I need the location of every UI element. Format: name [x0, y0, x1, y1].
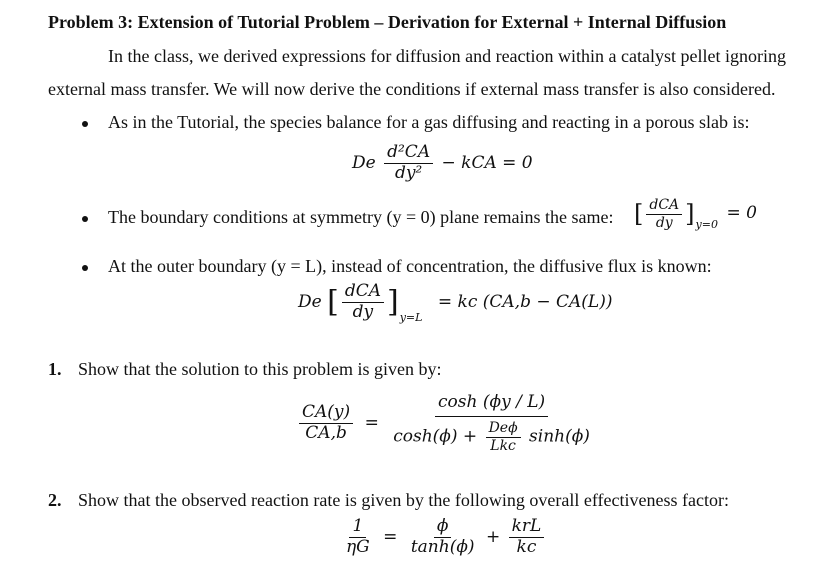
effectiveness-equation — [340, 518, 547, 557]
sol-rhs — [390, 394, 593, 453]
eff-t2-num: krL — [509, 518, 545, 538]
solution-equation — [296, 394, 596, 453]
question-1-text: Show that the solution to this problem is given by: — [78, 359, 442, 379]
sol-lhs-den: CA,b — [305, 423, 347, 444]
sol-rhs-den-b: sinh(ϕ) — [529, 426, 590, 447]
eq-rest: − kCA = 0 — [441, 152, 533, 173]
bc1-num: dCA — [646, 198, 682, 215]
eff-lhs-den: ηG — [346, 536, 370, 557]
eff-t1-num: ϕ — [434, 518, 452, 538]
bullet-dot — [82, 216, 88, 222]
sol-inner-num: Deϕ — [486, 421, 521, 438]
eff-t2-den: kc — [516, 536, 537, 557]
sol-lhs-num: CA(y) — [299, 404, 353, 424]
bullet-text-1: As in the Tutorial, the species balance for a gas diffusing and reacting in a porous slab is: — [108, 112, 750, 132]
eff-plus: + — [485, 526, 501, 547]
bc-symmetry-equation: [ dCA dy ]$_{y=0} = 0$ — [634, 197, 757, 232]
bc1-rest: = 0 — [726, 203, 757, 224]
eff-t1-den: tanh(ϕ) — [410, 536, 475, 557]
intro-line-2: external mass transfer. We will now derive the conditions if external mass transfer is also considered. — [48, 79, 776, 99]
bc2-rest: = kc (CA,b − CA(L)) — [437, 291, 613, 312]
bullet-text-2: The boundary conditions at symmetry (y = 0) plane remains the same: — [108, 207, 614, 227]
bullet-dot — [82, 265, 88, 271]
question-2-text: Show that the observed reaction rate is given by the following overall effectiveness factor: — [78, 490, 729, 510]
bc1-den: dy — [655, 214, 673, 231]
sol-eq: = — [364, 413, 379, 434]
page-title: Problem 3: Extension of Tutorial Problem – Derivation for External + Internal Diffusion — [48, 12, 727, 32]
eq-coef: De — [352, 152, 376, 173]
eff-term-1 — [408, 518, 478, 557]
eq-fraction-num: d²CA — [384, 144, 433, 164]
eff-eq: = — [383, 526, 398, 547]
question-2-number: 2. — [48, 490, 62, 510]
species-balance-equation — [352, 144, 533, 183]
bc1-sub: y=0 — [695, 218, 718, 232]
bc-flux-equation: De [ dCA dy ]$_{y=L}$ = kc (CA,b − CA(L)) — [298, 281, 613, 324]
bc2-sub: y=L — [399, 310, 423, 324]
bc1-fraction — [646, 198, 682, 230]
bullet-dot — [82, 121, 88, 127]
eff-term-2 — [509, 518, 545, 557]
eq-fraction — [384, 144, 433, 183]
sol-rhs-num: cosh (ϕy / L) — [435, 394, 548, 417]
sol-rhs-den — [390, 417, 593, 453]
bc2-coef: De — [298, 291, 322, 312]
sol-lhs — [299, 404, 353, 443]
bc2-fraction — [342, 283, 384, 322]
eff-lhs — [343, 518, 373, 557]
eff-lhs-num: 1 — [349, 518, 366, 538]
sol-inner-fraction — [486, 421, 521, 453]
bc2-num: dCA — [342, 283, 384, 303]
eq-fraction-den: dy² — [394, 162, 423, 183]
sol-rhs-den-a: cosh(ϕ) + — [393, 426, 478, 447]
bullet-text-3: At the outer boundary (y = L), instead of concentration, the diffusive flux is known: — [108, 256, 712, 276]
bc2-den: dy — [352, 301, 374, 322]
question-1-number: 1. — [48, 359, 62, 379]
intro-line-1: In the class, we derived expressions for diffusion and reaction within a catalyst pellet ignoring — [108, 46, 786, 66]
sol-inner-den: Lkc — [490, 437, 516, 454]
